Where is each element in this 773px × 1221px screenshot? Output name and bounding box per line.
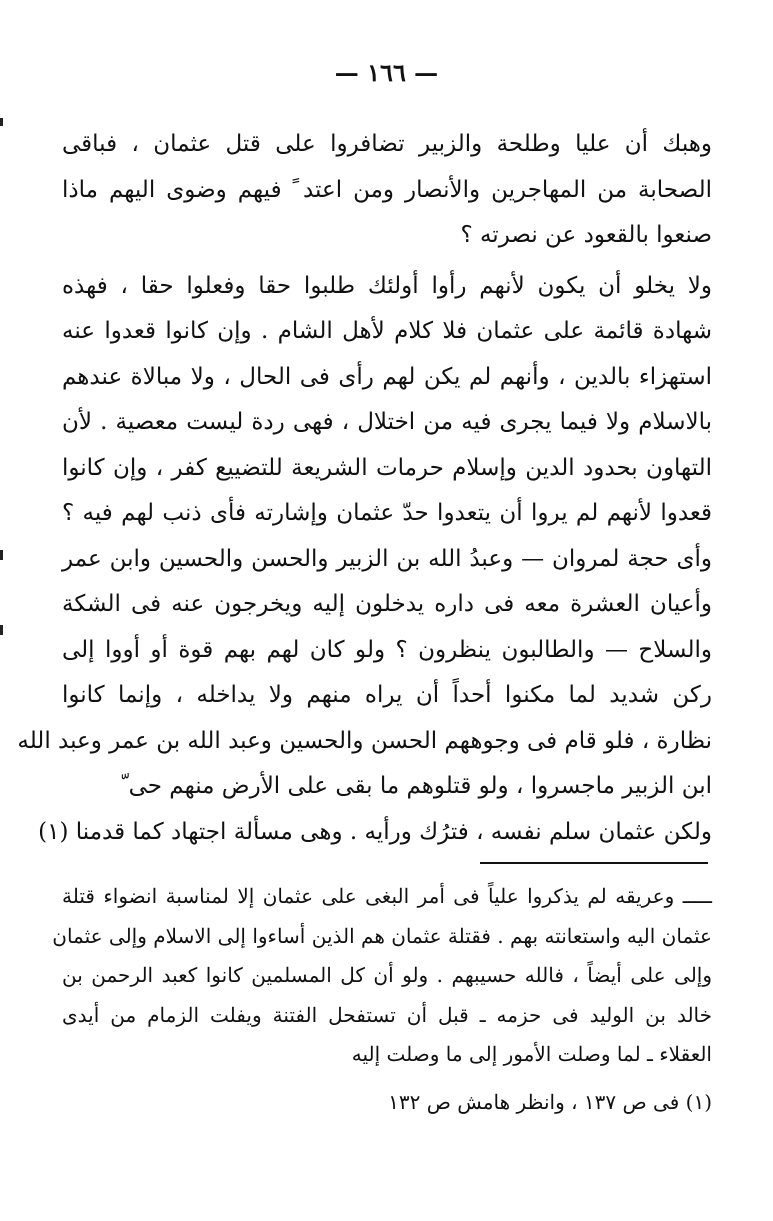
text-line: التهاون بحدود الدين وإسلام حرمات الشريعة للتضييع كفر ، وإن كانوا	[62, 454, 712, 481]
footnote-separator	[480, 862, 708, 864]
footnote-line: وإلى على أيضاً ، فالله حسيبهم . ولو أن كل المسلمين كانوا كعبد الرحمن بن	[62, 963, 712, 987]
text-line: وأعيان العشرة معه فى داره يدخلون إليه ويخرجون عنه فى الشكة	[62, 591, 712, 617]
footnote-line: العقلاء ـ لما وصلت الأمور إلى ما وصلت إليه	[351, 1042, 712, 1066]
text-line: نظارة ، فلو قام فى وجوههم الحسن والحسين وعبد الله بن عمر وعبد الله	[17, 727, 712, 754]
margin-mark	[0, 118, 3, 126]
text-line: صنعوا بالقعود عن نصرته ؟	[460, 222, 712, 248]
footnote-line: خالد بن الوليد فى حزمه ـ قبل أن تستفحل الفتنة ويفلت الزمام من أيدى	[62, 1002, 712, 1027]
page-number: — ١٦٦ —	[334, 58, 439, 87]
paragraph	[17, 264, 712, 810]
footnote-line: عثمان اليه واستعانته بهم . فقتلة عثمان هم الذين أساءوا إلى الاسلام وإلى عثمان	[52, 923, 712, 948]
main-text	[17, 122, 712, 855]
footnotes	[52, 877, 712, 1122]
text-line: بالاسلام ولا فيما يجرى فيه من اختلال ، فهى ردة ليست معصية . لأن	[62, 409, 712, 435]
text-line: والسلاح — والطالبون ينظرون ؟ ولو كان لهم بهم قوة أو أووا إلى	[62, 636, 712, 663]
text-line: استهزاء بالدين ، وأنهم لم يكن لهم رأى فى الحال ، ولا مبالاة عندهم	[62, 363, 712, 390]
text-line: ركن شديد لما مكنوا أحداً أن يراه منهم ولا يداخله ، وإنما كانوا	[62, 682, 712, 708]
paragraph	[38, 810, 712, 856]
footnote-line: ـــــ وعريقه لم يذكروا علياً فى أمر البغى على عثمان إلا لمناسبة انضواء قتلة	[62, 884, 712, 908]
paragraph	[62, 122, 712, 259]
text-line: ابن الزبير ماجسروا ، ولو قتلوهم ما بقى على الأرض منهم حى ّ	[121, 773, 712, 799]
text-line: ولكن عثمان سلم نفسه ، فترُك ورأيه . وهى مسألة اجتهاد كما قدمنا (١)	[38, 818, 712, 845]
margin-mark	[0, 625, 3, 635]
margin-mark	[0, 550, 3, 560]
text-line: ولا يخلو أن يكون لأنهم رأوا أولئك طلبوا حقا وفعلوا حقا ، فهذه	[62, 272, 712, 299]
text-line: الصحابة من المهاجرين والأنصار ومن اعتد ً فيهم وضوى اليهم ماذا	[62, 176, 712, 203]
text-line: قعدوا لأنهم لم يروا أن يتعدوا حدّ عثمان وإشارته فأى ذنب لهم فيه ؟	[62, 500, 712, 526]
text-line: وهبك أن عليا وطلحة والزبير تضافروا على قتل عثمان ، فباقى	[62, 131, 712, 157]
footnote-reference: (١) فى ص ١٣٧ ، وانظر هامش ص ١٣٢	[388, 1089, 712, 1114]
text-line: شهادة قائمة على عثمان فلا كلام لأهل الشام . وإن كانوا قعدوا عنه	[62, 318, 712, 344]
text-line: وأى حجة لمروان — وعبدُ الله بن الزبير والحسن والحسين وابن عمر	[62, 545, 712, 572]
